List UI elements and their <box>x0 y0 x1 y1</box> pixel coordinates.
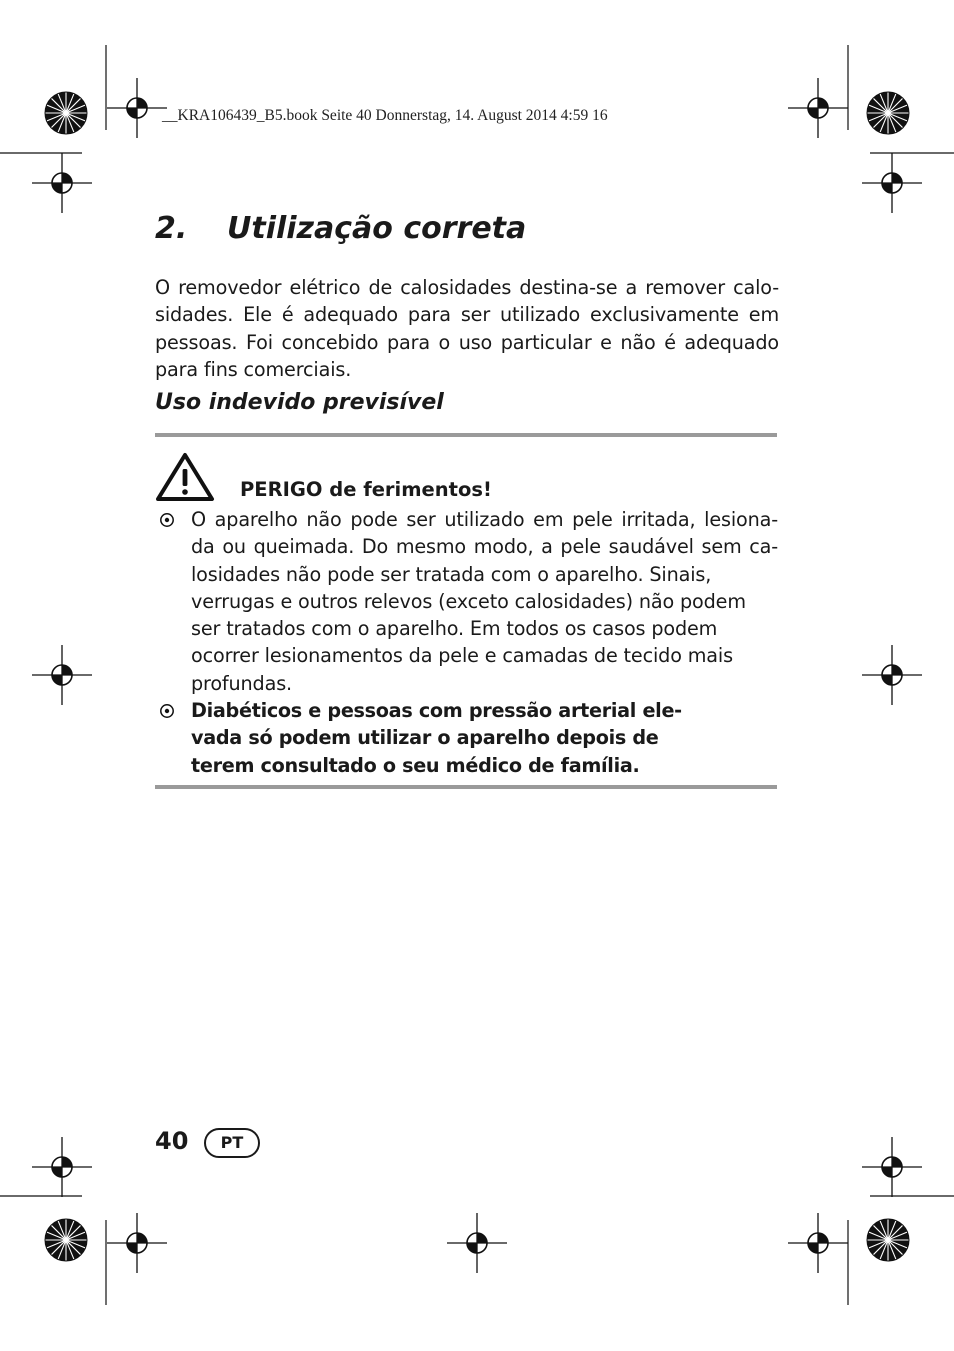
registration-crosshair-icon <box>32 1137 92 1197</box>
warning-bullet-bold <box>191 697 778 779</box>
intro-paragraph <box>155 274 779 383</box>
registration-crosshair-icon <box>788 1213 848 1273</box>
section-heading <box>155 211 526 246</box>
language-badge: PT <box>204 1128 260 1158</box>
registration-star-icon <box>45 92 87 134</box>
text-line: ocorrer lesionamentos da pele e camadas de tecido mais <box>191 644 733 668</box>
warning-top-rule <box>155 433 777 437</box>
registration-crosshair-icon <box>107 1213 167 1273</box>
registration-crosshair-icon <box>447 1213 507 1273</box>
text-line: da ou queimada. Do mesmo modo, a pele saudável sem ca- <box>191 535 778 559</box>
text-line: sidades. Ele é adequado para ser utilizado exclusivamente em <box>155 303 779 327</box>
text-line: O aparelho não pode ser utilizado em pele irritada, lesiona- <box>191 508 778 531</box>
section-title: Utilização correta <box>227 211 527 246</box>
registration-crosshair-icon <box>862 1137 922 1197</box>
circled-dot-bullet-icon <box>159 703 175 719</box>
text-line: Diabéticos e pessoas com pressão arterial ele- <box>191 699 682 722</box>
warning-bullet <box>191 506 778 697</box>
text-line: O removedor elétrico de calosidades destina-se a remover calo- <box>155 276 779 299</box>
page-number: 40 <box>155 1127 189 1155</box>
registration-crosshair-icon <box>862 645 922 705</box>
text-line: terem consultado o seu médico de família. <box>191 753 640 777</box>
warning-bottom-rule <box>155 785 777 789</box>
registration-crosshair-icon <box>862 153 922 213</box>
registration-star-icon <box>867 1219 909 1261</box>
warning-title: PERIGO de ferimentos! <box>240 478 492 501</box>
registration-star-icon <box>45 1219 87 1261</box>
text-line: pessoas. Foi concebido para o uso particular e não é adequado <box>155 330 779 354</box>
text-line: losidades não pode ser tratada com o aparelho. Sinais, <box>191 562 712 586</box>
text-line: ser tratados com o aparelho. Em todos os casos podem <box>191 617 718 641</box>
circled-dot-bullet-icon <box>159 512 175 528</box>
registration-star-icon <box>867 92 909 134</box>
text-line: vada só podem utilizar o aparelho depois de <box>191 726 659 750</box>
text-line: para fins comerciais. <box>155 357 352 381</box>
warning-triangle-icon <box>155 452 215 502</box>
print-header: __KRA106439_B5.book Seite 40 Donnerstag, 14. August 2014 4:59 16 <box>162 107 608 124</box>
subheading: Uso indevido previsível <box>155 390 444 415</box>
registration-crosshair-icon <box>788 78 848 138</box>
registration-crosshair-icon <box>32 645 92 705</box>
text-line: verrugas e outros relevos (exceto calosidades) não podem <box>191 589 746 613</box>
registration-crosshair-icon <box>32 153 92 213</box>
registration-crosshair-icon <box>107 78 167 138</box>
text-line: profundas. <box>191 671 292 695</box>
section-number: 2. <box>155 211 188 246</box>
